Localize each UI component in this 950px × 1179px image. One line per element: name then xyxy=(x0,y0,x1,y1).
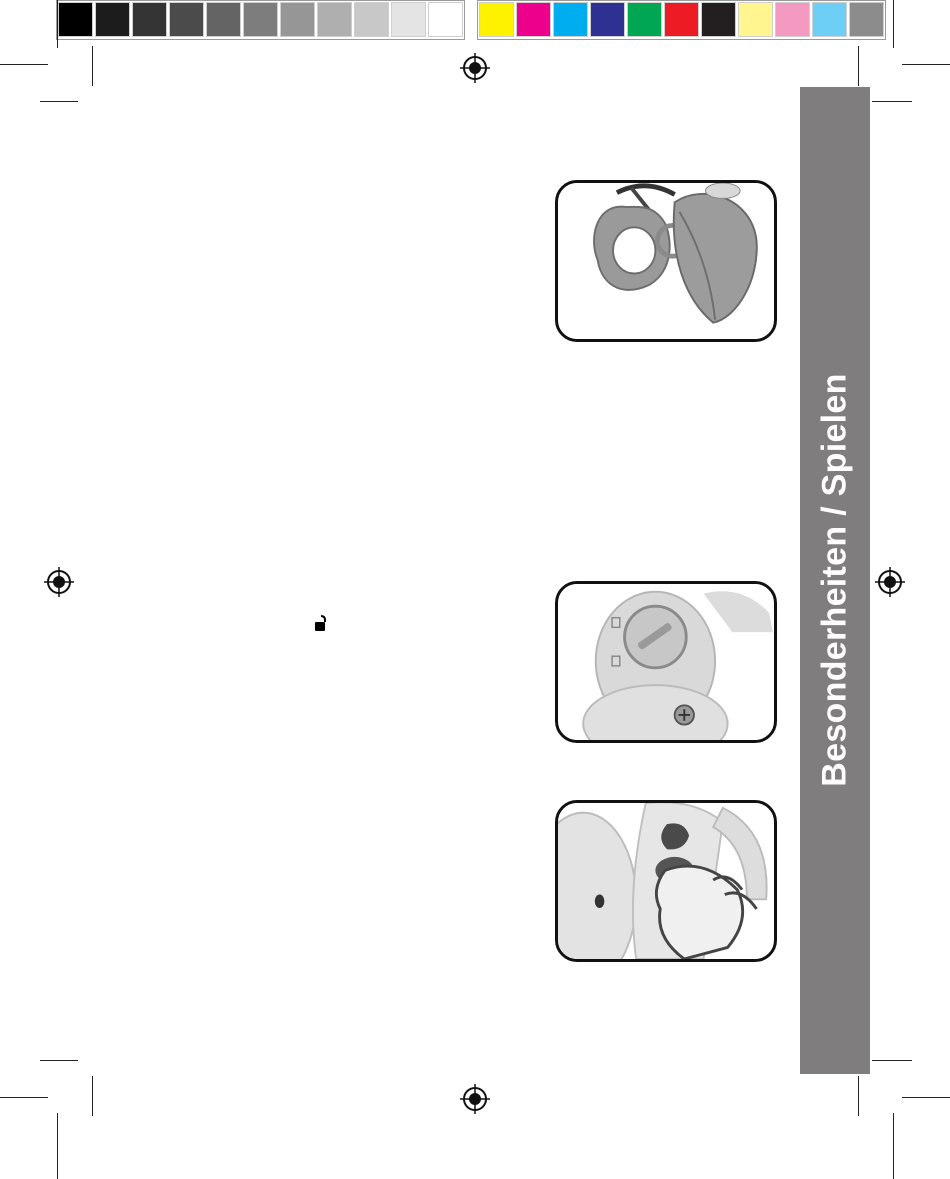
crop-mark xyxy=(0,64,48,65)
color-swatch xyxy=(243,2,278,37)
crop-mark xyxy=(0,1097,48,1098)
switch-photo xyxy=(555,800,777,962)
crop-mark xyxy=(872,1060,912,1061)
color-swatch xyxy=(169,2,204,37)
crop-mark xyxy=(893,1113,894,1179)
section-side-tab xyxy=(800,87,870,1074)
registration-mark-bottom xyxy=(460,1084,490,1114)
crop-mark xyxy=(902,1097,950,1098)
battery-cover-photo xyxy=(555,581,777,743)
color-swatch xyxy=(775,2,810,37)
section-title: Besonderheiten / Spielen xyxy=(815,373,854,787)
color-swatch xyxy=(354,2,389,37)
crop-mark xyxy=(57,1113,58,1179)
color-swatches xyxy=(477,0,886,40)
crop-mark xyxy=(858,1076,859,1116)
color-swatch xyxy=(317,2,352,37)
crop-mark xyxy=(92,1076,93,1116)
color-swatch xyxy=(664,2,699,37)
crop-mark xyxy=(858,46,859,86)
color-swatch xyxy=(627,2,662,37)
crop-mark xyxy=(40,1060,78,1061)
color-swatch xyxy=(701,2,736,37)
battery-cover-icon xyxy=(558,584,774,740)
color-swatch xyxy=(206,2,241,37)
color-swatch xyxy=(516,2,551,37)
registration-mark-left xyxy=(44,567,74,597)
crop-mark xyxy=(872,101,912,102)
color-swatch xyxy=(553,2,588,37)
color-swatch xyxy=(812,2,847,37)
registration-mark-right xyxy=(875,567,905,597)
unlocked-padlock-icon xyxy=(314,614,328,632)
crop-mark xyxy=(893,0,894,48)
color-swatch xyxy=(738,2,773,37)
color-swatch xyxy=(95,2,130,37)
color-swatch xyxy=(132,2,167,37)
color-swatch xyxy=(849,2,884,37)
registration-mark-top xyxy=(460,53,490,83)
crop-mark xyxy=(92,46,93,86)
crop-mark xyxy=(57,0,58,48)
color-calibration-bar xyxy=(56,0,886,40)
teether-ring-leaf-icon xyxy=(558,183,774,339)
color-swatch xyxy=(479,2,514,37)
color-swatch xyxy=(428,2,463,37)
crop-mark xyxy=(40,101,78,102)
color-swatch xyxy=(280,2,315,37)
color-swatch xyxy=(590,2,625,37)
color-swatch xyxy=(391,2,426,37)
grayscale-swatches xyxy=(56,0,465,40)
teether-photo xyxy=(555,180,777,342)
crop-mark xyxy=(902,64,950,65)
color-swatch xyxy=(58,2,93,37)
finger-pressing-switch-icon xyxy=(558,803,774,959)
